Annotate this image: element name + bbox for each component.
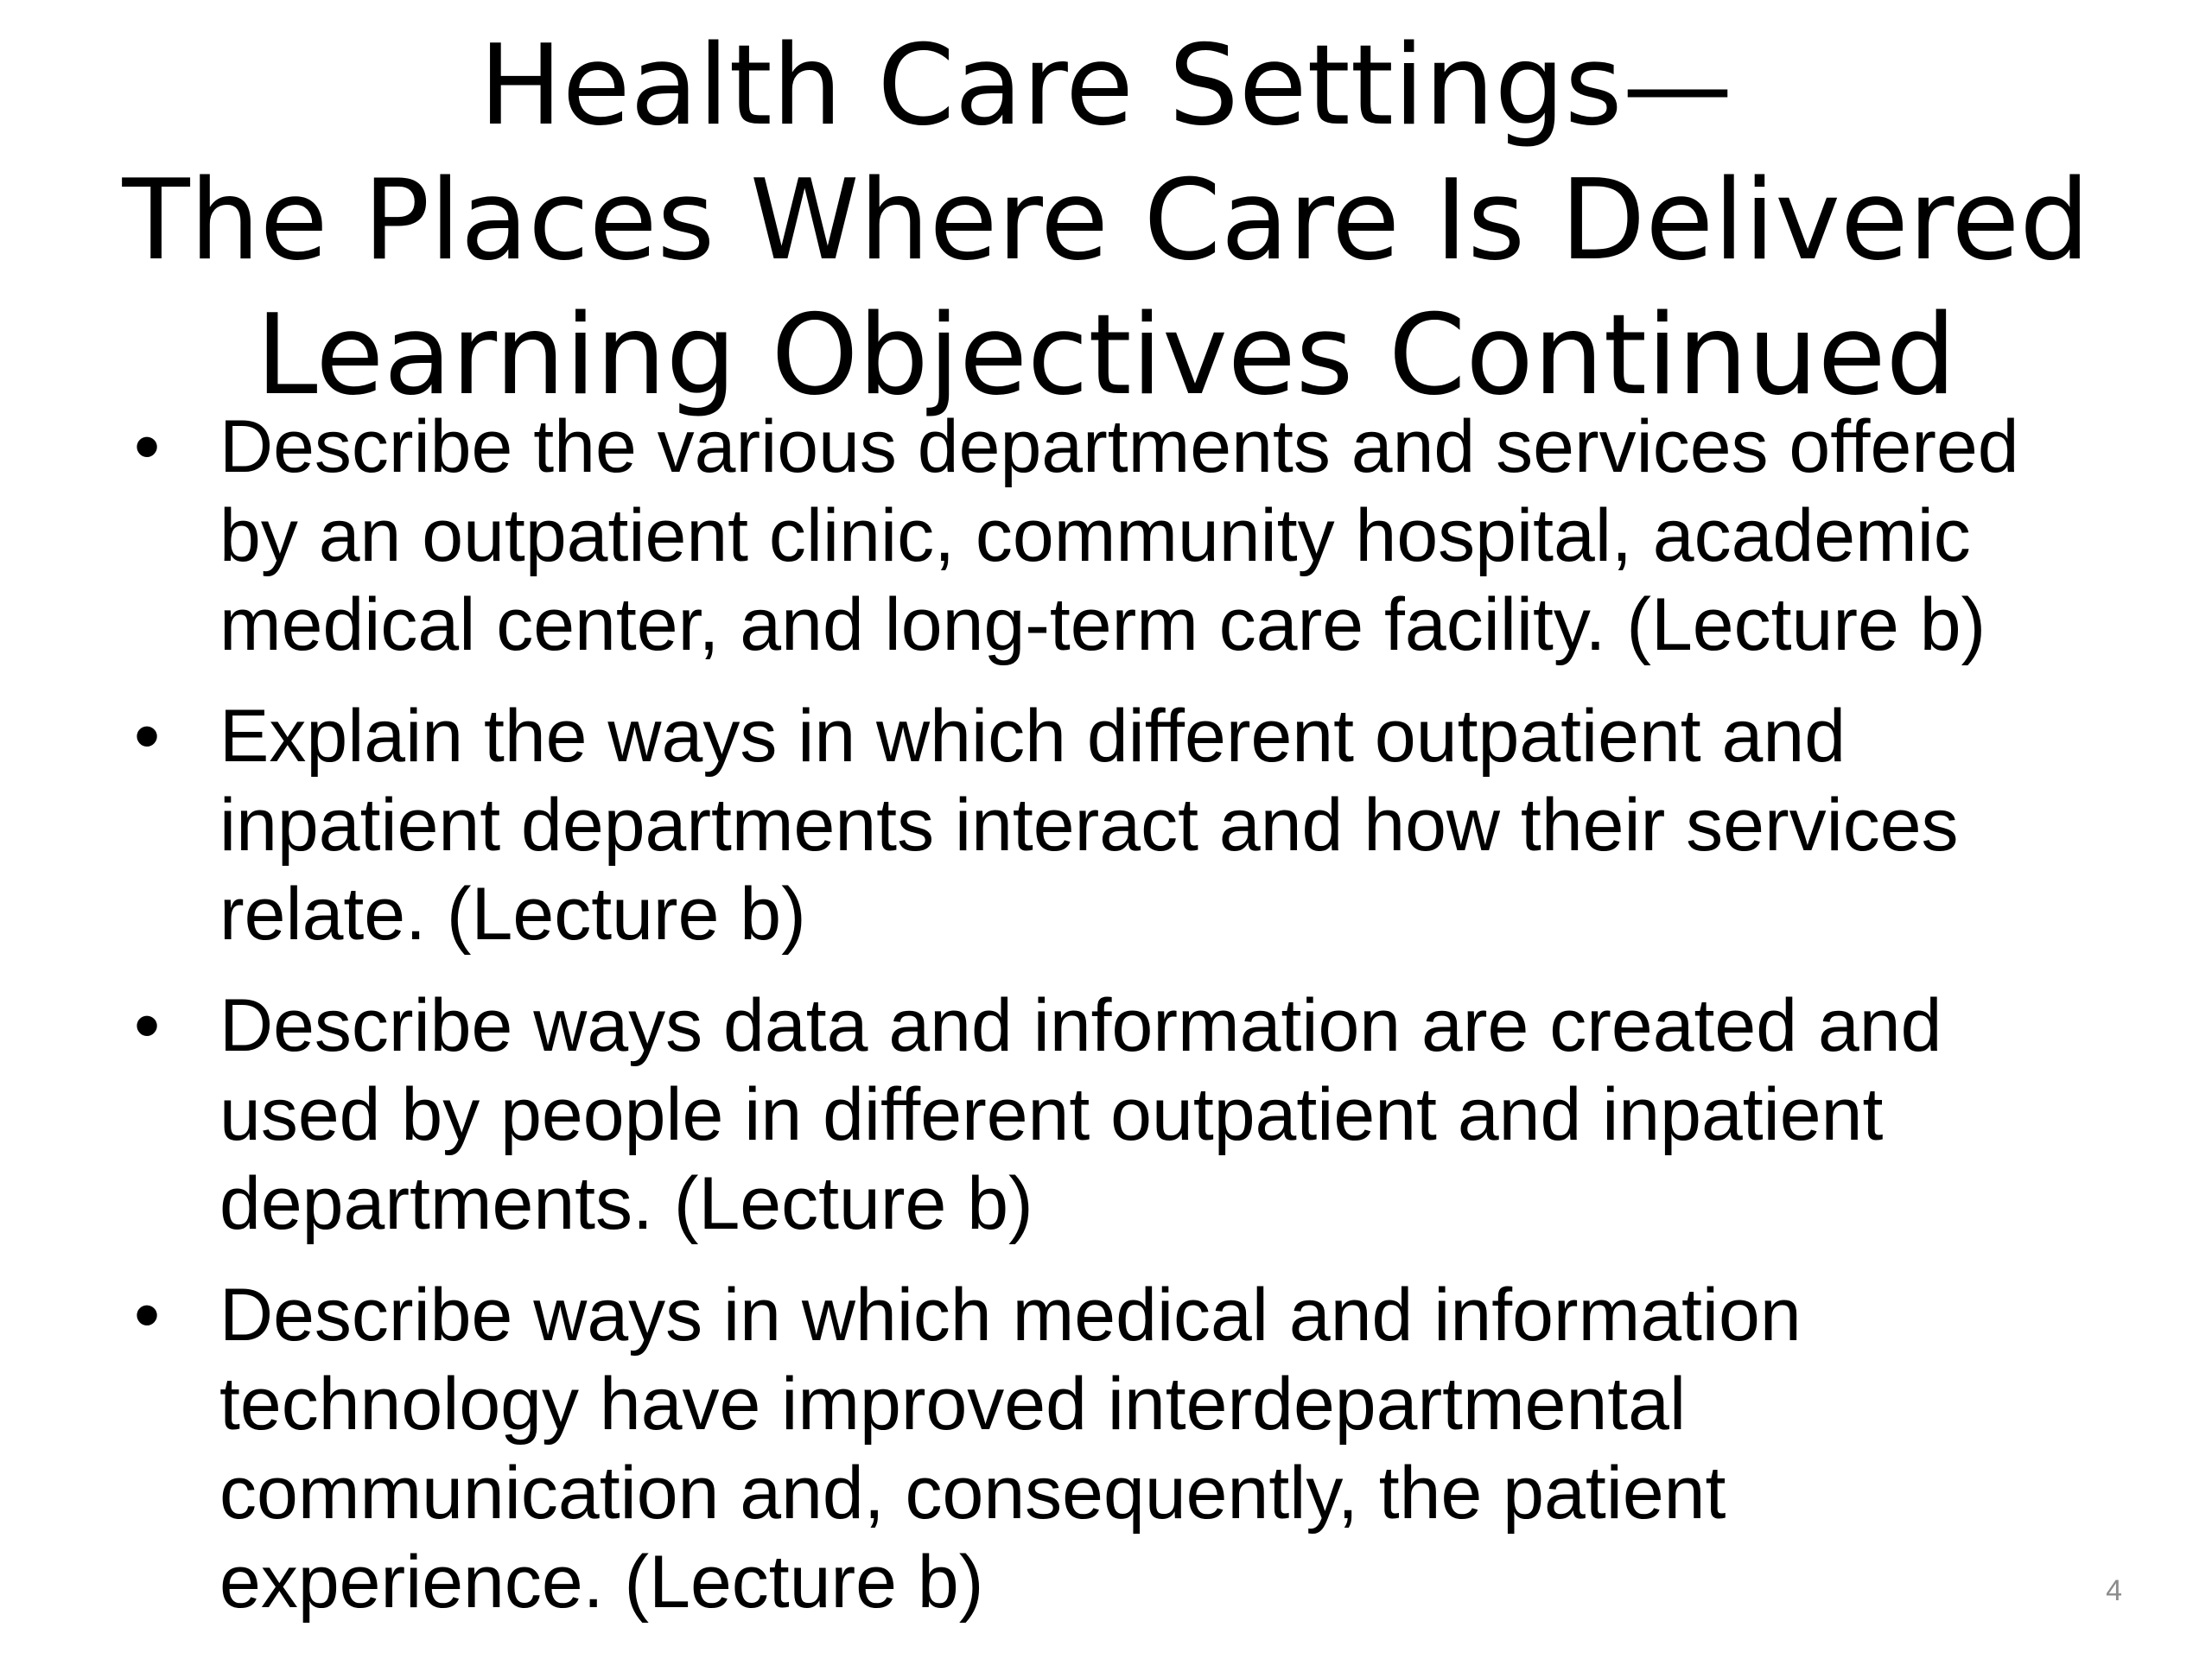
objective-line: inpatient departments interact and how their services [219, 784, 1959, 867]
bullet-icon: • [133, 405, 161, 488]
slide-title [0, 19, 2212, 423]
objective-line: medical center, and long-term care facility. (Lecture b) [219, 583, 1986, 666]
title-line: Health Care Settings— [479, 22, 1733, 150]
objective-line: technology have improved interdepartmental [219, 1363, 1687, 1446]
objective-line: relate. (Lecture b) [219, 873, 806, 956]
objective-line: Describe ways in which medical and information [219, 1274, 1802, 1357]
objective-line: Describe the various departments and services offered [219, 405, 2019, 488]
objective-item [130, 1271, 2117, 1627]
objective-line: by an outpatient clinic, community hospital, academic [219, 494, 1971, 577]
objective-line: experience. (Lecture b) [219, 1541, 984, 1624]
objective-line: Explain the ways in which different outpatient and [219, 695, 1847, 778]
objective-item [130, 403, 2117, 670]
learning-objectives-list [130, 403, 2117, 1649]
objective-item [130, 982, 2117, 1249]
bullet-icon: • [133, 1274, 161, 1357]
bullet-icon: • [133, 695, 161, 778]
objective-line: communication and, consequently, the patient [219, 1452, 1726, 1535]
objective-line: used by people in different outpatient and inpatient [219, 1073, 1884, 1156]
title-line: Learning Objectives Continued [256, 291, 1956, 420]
objective-item [130, 692, 2117, 959]
page-number: 4 [2106, 1574, 2122, 1607]
bullet-icon: • [133, 984, 161, 1067]
title-line: The Places Where Care Is Delivered [122, 156, 2090, 285]
objective-line: departments. (Lecture b) [219, 1162, 1033, 1245]
objective-line: Describe ways data and information are created and [219, 984, 1942, 1067]
